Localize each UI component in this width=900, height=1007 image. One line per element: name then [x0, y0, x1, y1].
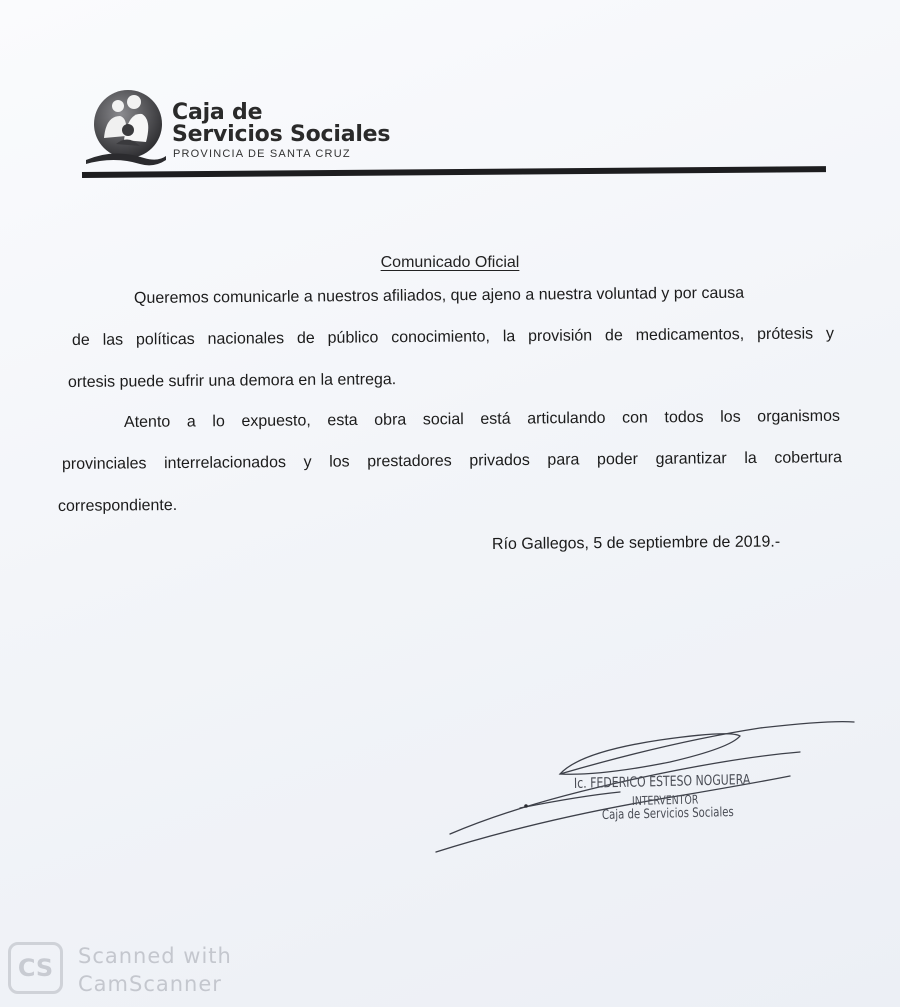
- paragraph1-line2: de las políticas nacionales de público conocimiento, la provisión de medicamentos, prótesis y: [71, 325, 835, 349]
- organization-province: PROVINCIA DE SANTA CRUZ: [173, 148, 351, 160]
- date-line: Río Gallegos, 5 de septiembre de 2019.-: [491, 533, 781, 553]
- signer-organization: Caja de Servicios Sociales: [601, 805, 734, 823]
- watermark-line1: Scanned with: [78, 944, 232, 968]
- signer-name: Ic. FEDERICO ESTESO NOGUERA: [573, 772, 751, 792]
- paragraph1-line1: Queremos comunicarle a nuestros afiliados, que ajeno a nuestra voluntad y por causa: [133, 284, 745, 307]
- paragraph2-line1: Atento a lo expuesto, esta obra social está articulando con todos los organismos: [123, 407, 841, 431]
- organization-name-line1: Caja de: [172, 100, 263, 125]
- organization-logo-icon: [84, 86, 168, 170]
- watermark-line2: CamScanner: [78, 972, 222, 996]
- camscanner-logo-icon: CS: [8, 942, 63, 994]
- paragraph1-line3: ortesis puede sufrir una demora en la entrega.: [67, 371, 397, 391]
- signer-title: INTERVENTOR: [631, 792, 699, 808]
- document-title: Comunicado Oficial: [380, 254, 520, 271]
- header-divider: [82, 166, 826, 178]
- paragraph2-line3: correspondiente.: [57, 496, 178, 515]
- organization-name-line2: Servicios Sociales: [172, 122, 391, 147]
- paragraph2-line2: provinciales interrelacionados y los prestadores privados para poder garantizar la cobertura: [61, 449, 843, 473]
